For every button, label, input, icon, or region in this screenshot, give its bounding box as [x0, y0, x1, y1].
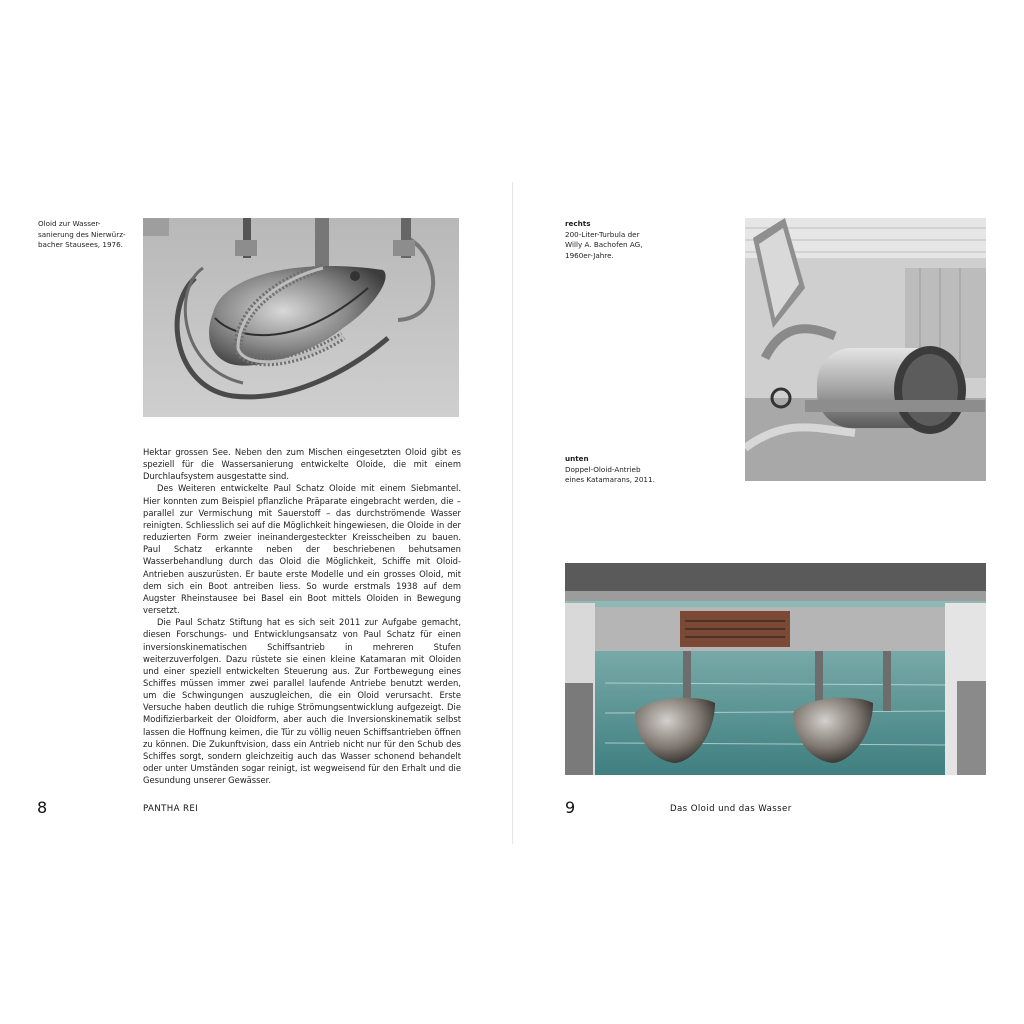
caption-right-photo: [565, 219, 675, 261]
caption-line: 200-Liter-Turbula der: [565, 229, 640, 239]
caption-label: rechts: [565, 219, 591, 228]
photo-oloid-water-device: [143, 218, 459, 417]
caption-line: 1960er-Jahre.: [565, 250, 614, 260]
caption-line: sanierung des Nierwürz-: [38, 229, 126, 239]
caption-left-photo: [38, 219, 134, 251]
caption-line: bacher Stausees, 1976.: [38, 240, 123, 250]
page-number-right: 9: [565, 798, 576, 817]
photo-turbula-machine: [745, 218, 986, 481]
paragraph: Die Paul Schatz Stiftung hat es sich seit 2011 zur Aufgabe gemacht, diesen Forschungs- und Entwicklungsansatz von Paul Schatz für einen inversionskinematischen Schiffsantrieb in mehreren Stufen weiterzuverfolgen. Dazu rüstete sie einen kleine Katamaran mit Oloiden und einer speziell entwickelten Steuerung aus. Zur Fortbewegung eines Schiffes müssen immer zwei parallel laufende Antriebe benutzt werden, um die Schwingungen auszugleichen, die ein Oloid verursacht. Erste Versuche haben deutlich die ruhige Strömungsentwicklung aufgezeigt. Die Modifizierbarkeit der Oloidform, aber auch die Inversionskinematik selbst lassen die Hoffnung keimen, die Tür zu völlig neuen Schiffsantrieben öffnen zu können. Die Zukunftvision, dass ein Antrieb nicht nur für den Schub des Schiffes sorgt, sondern gleichzeitig auch das Wasser schonend behandelt oder unter Umständen sogar reinigt, ist wegweisend für den Erhalt und die Gesundung unserer Gewässer.: [143, 617, 461, 786]
running-title-left: PANTHA REI: [143, 804, 199, 814]
caption-line: Willy A. Bachofen AG,: [565, 240, 643, 250]
caption-bottom-photo: [565, 454, 675, 486]
caption-line: Doppel-Oloid-Antrieb: [565, 464, 641, 474]
page-number-left: 8: [37, 798, 48, 817]
caption-line: eines Katamarans, 2011.: [565, 475, 655, 485]
page-gutter: [512, 182, 513, 844]
caption-label: unten: [565, 454, 589, 463]
photo-double-oloid-catamaran: [565, 563, 986, 775]
paragraph: Des Weiteren entwickelte Paul Schatz Oloide mit einem Siebmantel. Hier konnten zum Beispiel pflanzliche Präparate eingebracht werden, die – parallel zur Vermischung mit Sauerstoff – das durchströmende Wasser reinigten. Schliesslich sei auf die Möglichkeit hingewiesen, die Oloide in der reduzierten Form zweier ineinandergesteckter Kreisscheiben zu bauen. Paul Schatz erkannte neben der beschriebenen behutsamen Wasserbehandlung durch das Oloid die Möglichkeit, Schiffe mit Oloid-Antrieben auszurüsten. Er baute erste Modelle und ein grosses Oloid, mit dem sich ein Boot antreiben liess. So wurde erstmals 1938 auf dem Augster Rheinstausee bei Basel ein Boot mittels Oloiden in Bewegung versetzt.: [143, 483, 461, 616]
paragraph: Hektar grossen See. Neben den zum Mischen eingesetzten Oloid gibt es speziell für die Wassersanierung entwickelte Oloide, die mit einem Durchlaufsystem ausgestatte sind.: [143, 447, 461, 482]
running-title-right: Das Oloid und das Wasser: [670, 804, 792, 814]
body-text: [143, 446, 461, 786]
caption-line: Oloid zur Wasser-: [38, 219, 101, 228]
